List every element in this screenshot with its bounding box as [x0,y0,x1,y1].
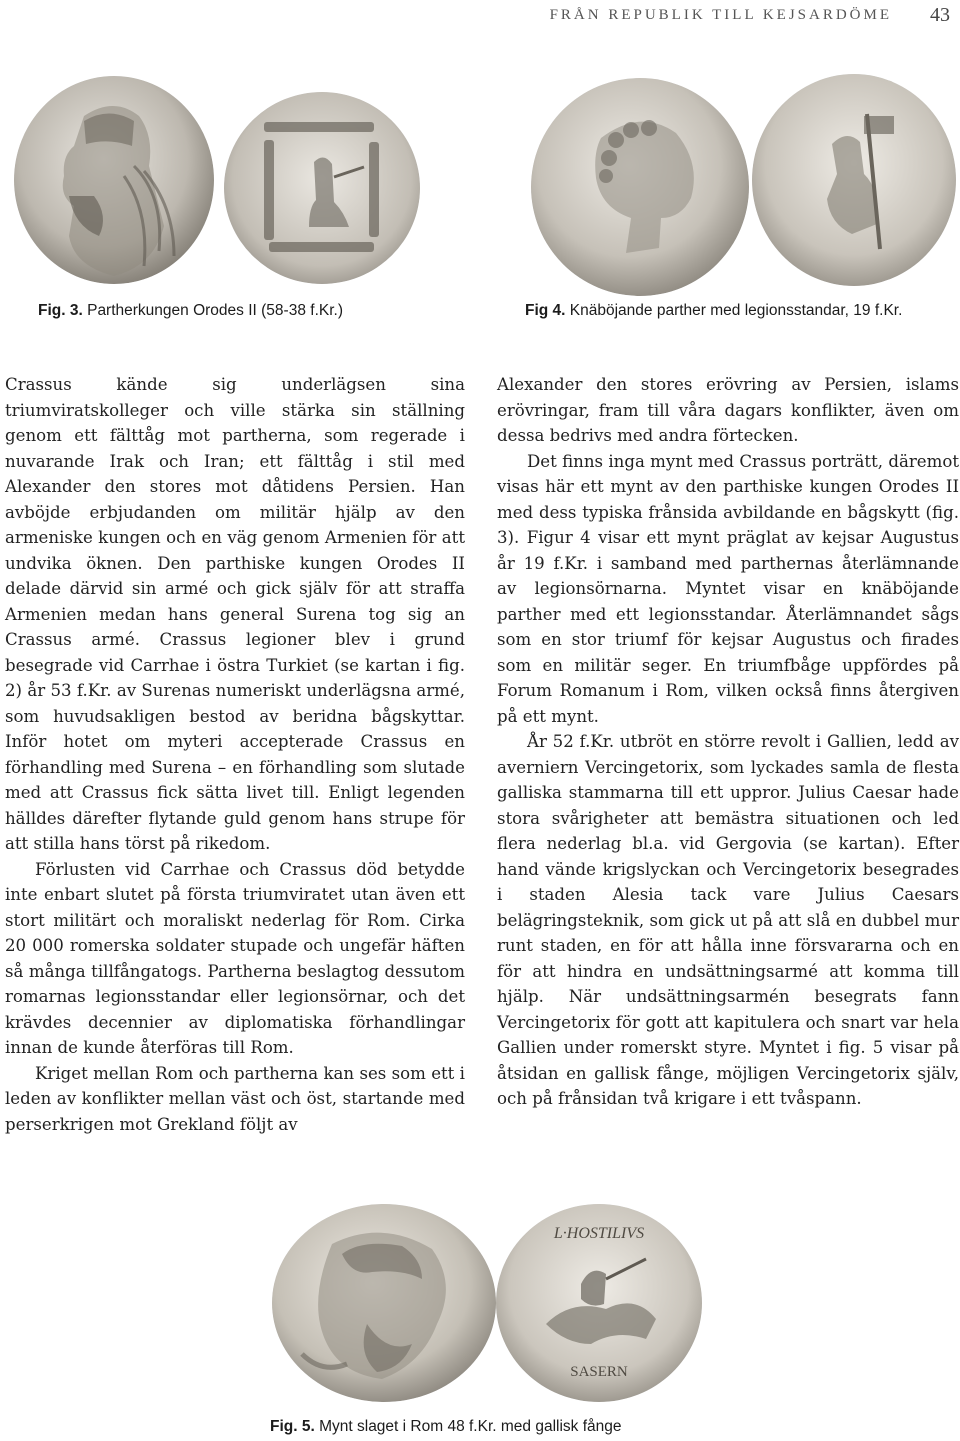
fig5-caption [270,1418,622,1436]
seated-archer-icon [224,92,420,284]
right-text-column [497,372,959,1112]
augustus-head-coin [531,78,749,296]
biga-chariot-coin [496,1204,702,1402]
running-header [0,4,960,28]
fig3-caption [38,302,343,320]
fig4-caption [525,302,902,320]
biga-legend-top: L·HOSTILIVS [553,1225,645,1242]
gallic-captive-head-coin [272,1204,496,1402]
paragraph: Kriget mellan Rom och partherna kan ses som ett i leden av konflikter mellan väst och öst, startande med perserkrigen mot Grekland följt av [5,1063,465,1134]
fig4-label: Fig 4. [525,302,566,319]
paragraph: År 52 f.Kr. utbröt en större revolt i Gallien, ledd av averniern Vercingetorix, som lyckades samla de flesta galliska stammarna till ett uppror. Julius Caesar hade stora svårigheter att bemästra situationen och led flera nederlag bl.a. vid Gergovia (se kartan). Efter hand vände krigslyckan och Vercingetorix besegrades i staden Alesia tack vare Julius Caesars belägringsteknik, som gick ut på att slå en dubbel mur runt staden, en för att hålla inne försvararna och en för att hindra en undsättningsarmé att komma till hjälp. När undsättningsarmén besegrats fann Vercingetorix för gott att kapitulera och snart var hela Gallien under romerskt styre. Myntet i fig. 5 visar på åtsidan en gallisk fånge, möjligen Vercingetorix själv, och på frånsidan två krigare i ett tvåspann. [497,732,959,1108]
paragraph: Det finns inga mynt med Crassus porträtt, däremot visas här ett mynt av den parthiske kungen Orodes II med dess typiska frånsida avbildande en bågskytt (fig. 3). Figur 4 visar ett mynt präglat av kejsar Augustus år 19 f.Kr. i samband med parthernas återlämnande av legionsörnarna. Myntet visar en knäböjande parther med ett legionsstandar. Återlämnandet sågs som en stor triumf för kejsar Augustus och firades som en militär seger. En triumfbåge uppfördes på Forum Romanum i Rom, vilken också finns återgiven på ett mynt. [497,451,959,726]
parthian-king-portrait-coin [14,76,214,284]
paragraph: Förlusten vid Carrhae och Crassus död betydde inte enbart slutet på första triumviratet utan även ett stort militärt och moraliskt nederlag för Rom. Cirka 20 000 romerska soldater stupade och ungefär häften så många tillfångatogs. Partherna beslagtog dessutom romarnas legionsstandar eller legionsörnar, och det krävdes decennier av diplomatiska förhandlingar innan de kunde återföras till Rom. [5,859,465,1057]
parthian-king-portrait-icon [14,76,214,284]
fig4-caption-text: Knäböjande parther med legionsstandar, 19 f.Kr. [565,302,903,319]
augustus-head-icon [531,78,749,296]
fig5-label: Fig. 5. [270,1418,315,1435]
seated-archer-coin [224,92,420,284]
running-header-title: FRÅN REPUBLIK TILL KEJSARDÖME [549,7,892,23]
page-number: 43 [930,4,950,26]
kneeling-parthian-icon [752,74,956,286]
kneeling-parthian-coin [752,74,956,286]
fig5-caption-text: Mynt slaget i Rom 48 f.Kr. med gallisk fånge [314,1418,622,1435]
paragraph: Alexander den stores erövring av Persien, islams erövringar, fram till våra dagars konflikter, även om dessa bedrivs med andra förtecken. [497,375,959,445]
fig3-caption-text: Partherkungen Orodes II (58-38 f.Kr.) [82,302,343,319]
left-text-column [5,372,465,1137]
fig3-label: Fig. 3. [38,302,83,319]
biga-chariot-icon [496,1204,702,1402]
gallic-captive-head-icon [272,1204,496,1402]
biga-legend-bottom: SASERN [570,1364,628,1380]
paragraph: Crassus kände sig underlägsen sina triumviratskolleger och ville stärka sin ställning genom ett fälttåg mot partherna, som regerade i nuvarande Irak och Iran; ett fälttåg i stil med Alexander den stores mot dåtidens Persien. Han avböjde erbjudanden om militär hjälp av den armeniske kungen och en väg genom Armenien för att undvika öknen. Den parthiske kungen Orodes II delade därvid sin armé och gick själv för att straffa Armenien medan hans general Surena tog sig an Crassus armé. Crassus legioner blev i grund besegrade vid Carrhae i östra Turkiet (se kartan i fig. 2) år 53 f.Kr. av Surenas numeriskt underlägsna armé, som huvudsakligen bestod av beridna bågskyttar. Inför hotet om myteri accepterade Crassus en förhandling med Surena – en förhandling som slutade med att Crassus fick sätta livet till. Enligt legenden hälldes därefter flytande guld genom hans strupe för att stilla hans törst på rikedom. [5,375,465,853]
